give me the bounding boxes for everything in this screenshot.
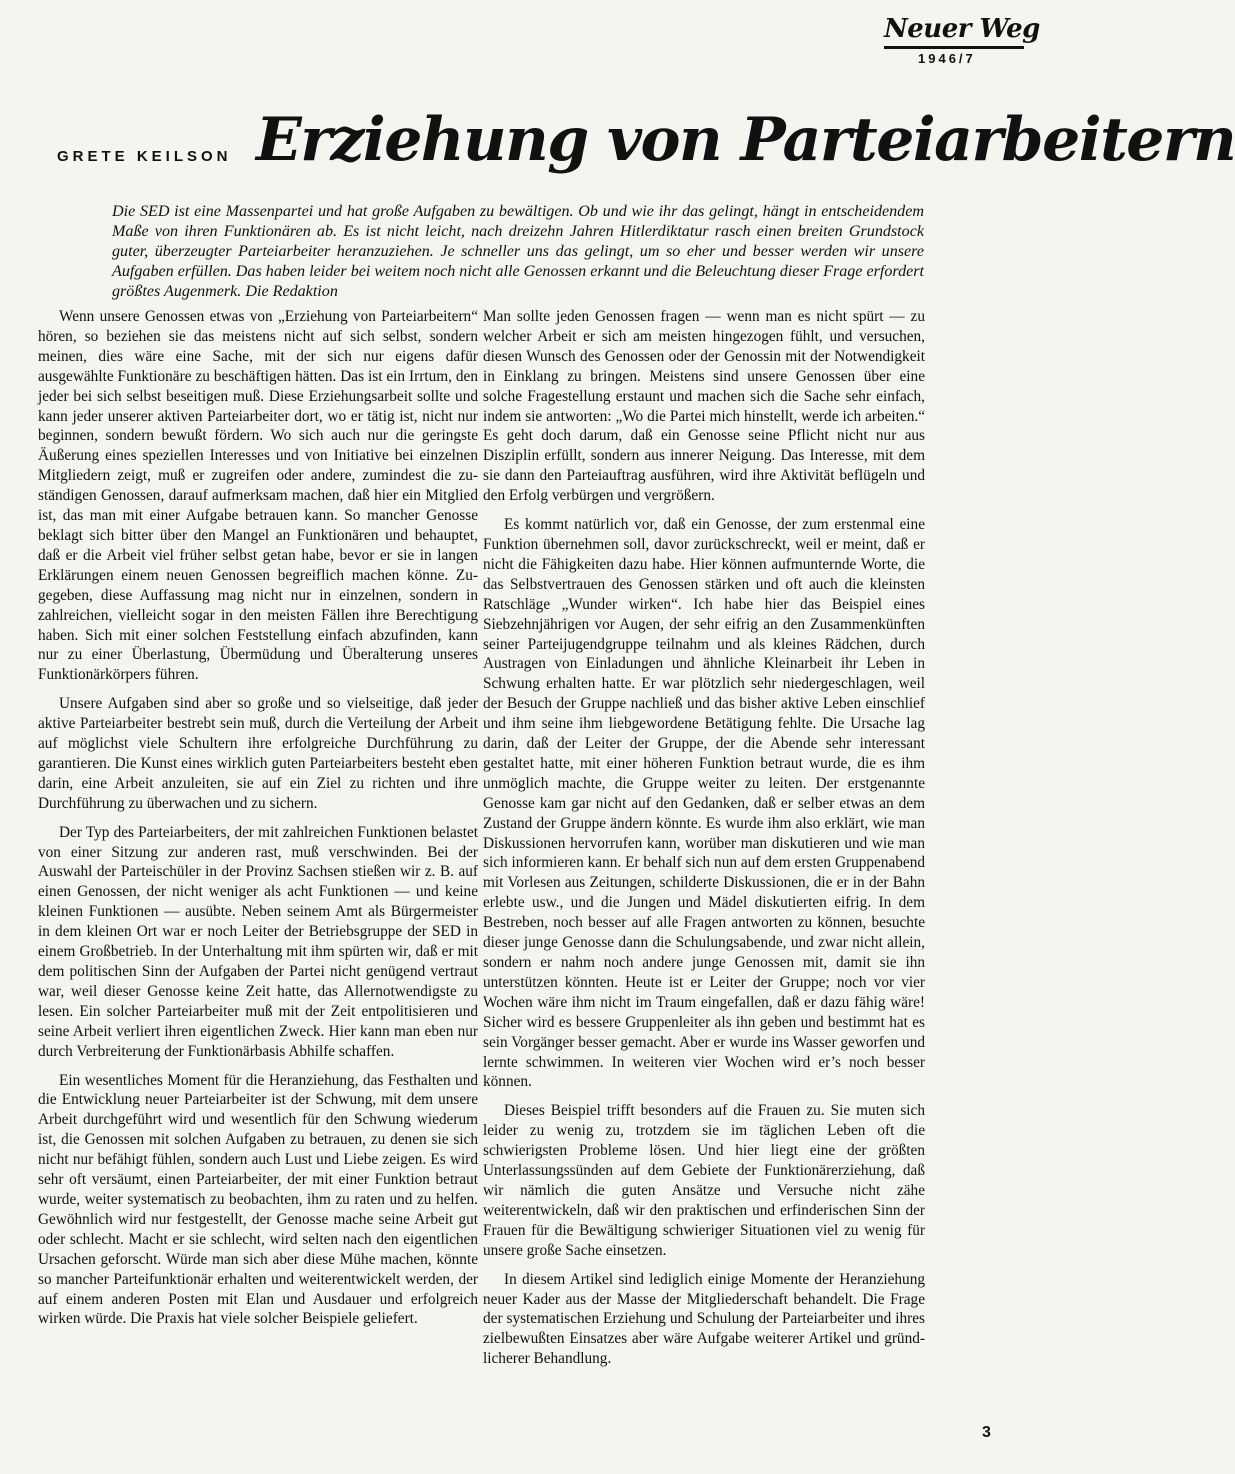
paragraph: In diesem Artikel sind lediglich einige Momente der Heranziehung neuer Kader aus der Masse der Mitgliederschaft behandelt. Die Frage der systematischen Erziehung und Schulung der Parteiarbeiter und ihres zielbewußten Einsatzes aber wäre Aufgabe weiterer Artikel und gründlicherer Behandlung.: [483, 1270, 925, 1368]
masthead-title: Neuer Weg: [884, 14, 1024, 49]
issue-number: 1946/7: [918, 51, 976, 66]
page-number: 3: [982, 1424, 991, 1441]
paragraph: Dieses Beispiel trifft besonders auf die Frauen zu. Sie muten sich leider zu wenig zu, trotzdem sie im täglichen Leben oft die schwierigsten Probleme lösen. Und hier liegt eine der größten Unterlassungssünden auf dem Gebiete der Funktionärerziehung, daß wir nämlich die guten Ansätze und Versuche nicht zähe weiterentwickeln, daß wir den praktischen und erfinderischen Sinn der Frauen für die Bewältigung schwieriger Situationen viel zu wenig für unsere große Sache einsetzen.: [483, 1102, 925, 1259]
paragraph: Man sollte jeden Genossen fragen — wenn man es nicht spürt — zu welcher Arbeit er sich am meisten hingezogen fühlt, und versuchen, diesen Wunsch des Genossen oder der Genossin mit der Notwendigkeit in Einklang zu bringen. Meistens sind unsere Genossen über eine solche Fragestellung erstaunt und machen sich die Sache sehr einfach, indem sie antworten: „Wo die Partei mich hinstellt, werde ich arbeiten.“ Es geht doch darum, daß ein Genosse seine Pflicht nicht nur aus Disziplin erfüllt, sondern aus innerer Neigung. Das Interesse, mit dem sie dann den Parteiauftrag ausführen, wird ihre Aktivität beflügeln und den Erfolg verbürgen und vergrößern.: [483, 308, 925, 505]
masthead: [884, 14, 1040, 66]
paragraph: Wenn unsere Genossen etwas von „Erziehung von Parteiarbeitern“ hören, so beziehen sie das meistens nicht auf sich selbst, sondern meinen, dies wäre eine Sache, mit der sich nur eigens dafür ausgewählte Funktionäre zu beschäftigen hätten. Das ist ein Irrtum, den jeder bei sich selbst beseitigen muß. Diese Erziehungsarbeit sollte und kann jeder unserer aktiven Parteiarbeiter dort, wo er tätig ist, nicht nur beginnen, sondern bewußt fördern. Wo sich auch nur die geringste Äußerung eines speziellen Interesses und von Initiative bei einzelnen Mitgliedern zeigt, muß er zugreifen oder andere, zumindest die zuständigen Genossen, darauf aufmerksam machen, daß hier ein Mitglied ist, das man mit einer Aufgabe betrauen kann. So mancher Genosse beklagt sich bitter über den Mangel an Funktionären und behauptet, daß er die Arbeit viel früher selbst getan habe, bevor er sie in langen Erklärungen einem neuen Genossen begreiflich machen könne. Zugegeben, diese Auffassung mag nicht nur in einzelnen, sondern in zahlreichen, vielleicht sogar in den meisten Fällen ihre Berechtigung haben. Sich mit einer solchen Feststellung einfach abzufinden, kann nur zu einer Überlastung, Übermüdung und Überalterung unseres Funktionärkörpers führen.: [38, 308, 478, 684]
left-column: [38, 307, 478, 1338]
intro-signature: Die Redaktion: [245, 282, 338, 300]
right-column: [483, 307, 925, 1378]
paragraph: Es kommt natürlich vor, daß ein Genosse, der zum erstenmal eine Funktion übernehmen soll, davor zurückschreckt, weil er meint, daß er nicht die Fähigkeiten dazu habe. Hier können aufmunternde Worte, die das Selbstvertrauen des Genossen stärken und oft auch die kleinsten Ratschläge „Wunder wirken“. Ich habe hier das Beispiel eines Siebzehnjährigen vor Augen, der sehr eifrig an den Zusammenkünften seiner Parteijugendgruppe teilnahm und als kleines Rädchen, durch Austragen von Einladungen und ähnliche Kleinarbeit ihr Leben in Schwung erhalten hatte. Er war plötzlich sehr niedergeschlagen, weil der Besuch der Gruppe nachließ und das bisher aktive Leben einschlief und ihm seine ihm liebgewordene Betätigung fehlte. Die Ursache lag darin, daß der Leiter der Gruppe, der die Abende sehr interessant gestaltet hatte, mit einer höheren Funktion betraut wurde, die es ihm unmöglich machte, die Gruppe weiter zu leiten. Der erstgenannte Genosse kam gar nicht auf den Gedanken, daß er selber etwas an dem Zustand der Gruppe ändern könnte. Es wurde ihm also erklärt, wie man Diskussionen hervorrufen kann, worüber man diskutieren und wie man sich informieren kann. Er behalf sich nun auf dem ersten Gruppenabend mit Vorlesen aus Zeitungen, schilderte Diskussionen, die er in der Bahn erlebte usw., und die Jungen und Mädel diskutierten eifrig. In dem Bestreben, noch besser auf alle Fragen antworten zu können, besuchte dieser junge Genosse dann die Schulungsabende, und zwar nicht allein, sondern er nahm noch andere junge Genossen mit, damit sie ihn unterstützen könnten. Heute ist er Leiter der Gruppe; noch vor vier Wochen wäre ihm nicht im Traum eingefallen, daß er dazu fähig wäre! Sicher wird es bessere Gruppenleiter als ihn geben und bestimmt hat es sein Vorgänger besser gemacht. Aber er wurde ins Wasser geworfen und lernte schwimmen. In weiteren vier Wochen wird er’s noch besser können.: [483, 516, 925, 1091]
article-title: Erziehung von Parteiarbeitern: [256, 105, 1235, 175]
author-name: GRETE KEILSON: [57, 148, 232, 165]
article-intro: [112, 202, 924, 302]
paragraph: Ein wesentliches Moment für die Heranziehung, das Festhalten und die Entwicklung neuer Parteiarbeiter ist der Schwung, mit dem unsere Arbeit durchgeführt wird und wesentlich für den Schwung wiederum ist, die Genossen mit solchen Aufgaben zu betrauen, zu denen sie sich nicht nur befähigt fühlen, sondern auch Lust und Liebe zeigen. Es wird sehr oft versäumt, einen Parteiarbeiter, der mit einer Funktion betraut wurde, weiter systematisch zu beobachten, ihm zu raten und zu helfen. Gewöhnlich wird nur festgestellt, der Genosse mache seine Arbeit gut oder schlecht. Macht er sie schlecht, wird selten nach den eigentlichen Ursachen geforscht. Würde man sich aber diese Mühe machen, könnte so mancher Parteifunktionär erhalten und weiterentwickelt werden, der auf einem anderen Posten mit Elan und Ausdauer und erfolgreich wirken würde. Die Praxis hat viele solcher Beispiele geliefert.: [38, 1071, 478, 1328]
paragraph: Der Typ des Parteiarbeiters, der mit zahlreichen Funktionen belastet von einer Sitzung zur anderen rast, muß verschwinden. Bei der Auswahl der Parteischüler in der Provinz Sachsen stießen wir z. B. auf einen Genossen, der nicht weniger als acht Funktionen — und keine kleinen Funktionen — ausübte. Neben seinem Amt als Bürgermeister in dem kleinen Ort war er noch Leiter der Betriebsgruppe der SED in einem Großbetrieb. In der Unterhaltung mit ihm spürten wir, daß er mit dem politischen Sinn der Aufgaben der Partei nicht genügend vertraut war, weil dieser Genosse keine Zeit hatte, das Allernotwendigste zu lesen. Ein solcher Parteiarbeiter muß mit der Zeit entpolitisieren und seine Arbeit verliert ihren eigentlichen Zweck. Hier kann man eben nur durch Verbreiterung der Funktionärbasis Abhilfe schaffen.: [38, 823, 478, 1060]
intro-text: Die SED ist eine Massenpartei und hat große Aufgaben zu bewältigen. Ob und wie ihr das gelingt, hängt in entscheidendem Maße von ihren Funktionären ab. Es ist nicht leicht, nach dreizehn Jahren Hitlerdiktatur rasch einen breiten Grundstock guter, überzeugter Parteiarbeiter heranzuziehen. Je schneller uns das gelingt, um so eher und besser werden wir unsere Aufgaben erfüllen. Das haben leider bei weitem noch nicht alle Genossen erkannt und die Beleuchtung dieser Frage erfordert größtes Augenmerk. Die Redaktion: [112, 203, 924, 300]
paragraph: Unsere Aufgaben sind aber so große und so vielseitige, daß jeder aktive Parteiarbeiter bestrebt sein muß, durch die Verteilung der Arbeit auf möglichst viele Schultern ihre erfolgreiche Durchführung zu garantieren. Die Kunst eines wirklich guten Parteiarbeiters besteht eben darin, eine Arbeit anzuleiten, sie auf ein Ziel zu richten und ihre Durchführung zu überwachen und zu sichern.: [38, 695, 478, 812]
